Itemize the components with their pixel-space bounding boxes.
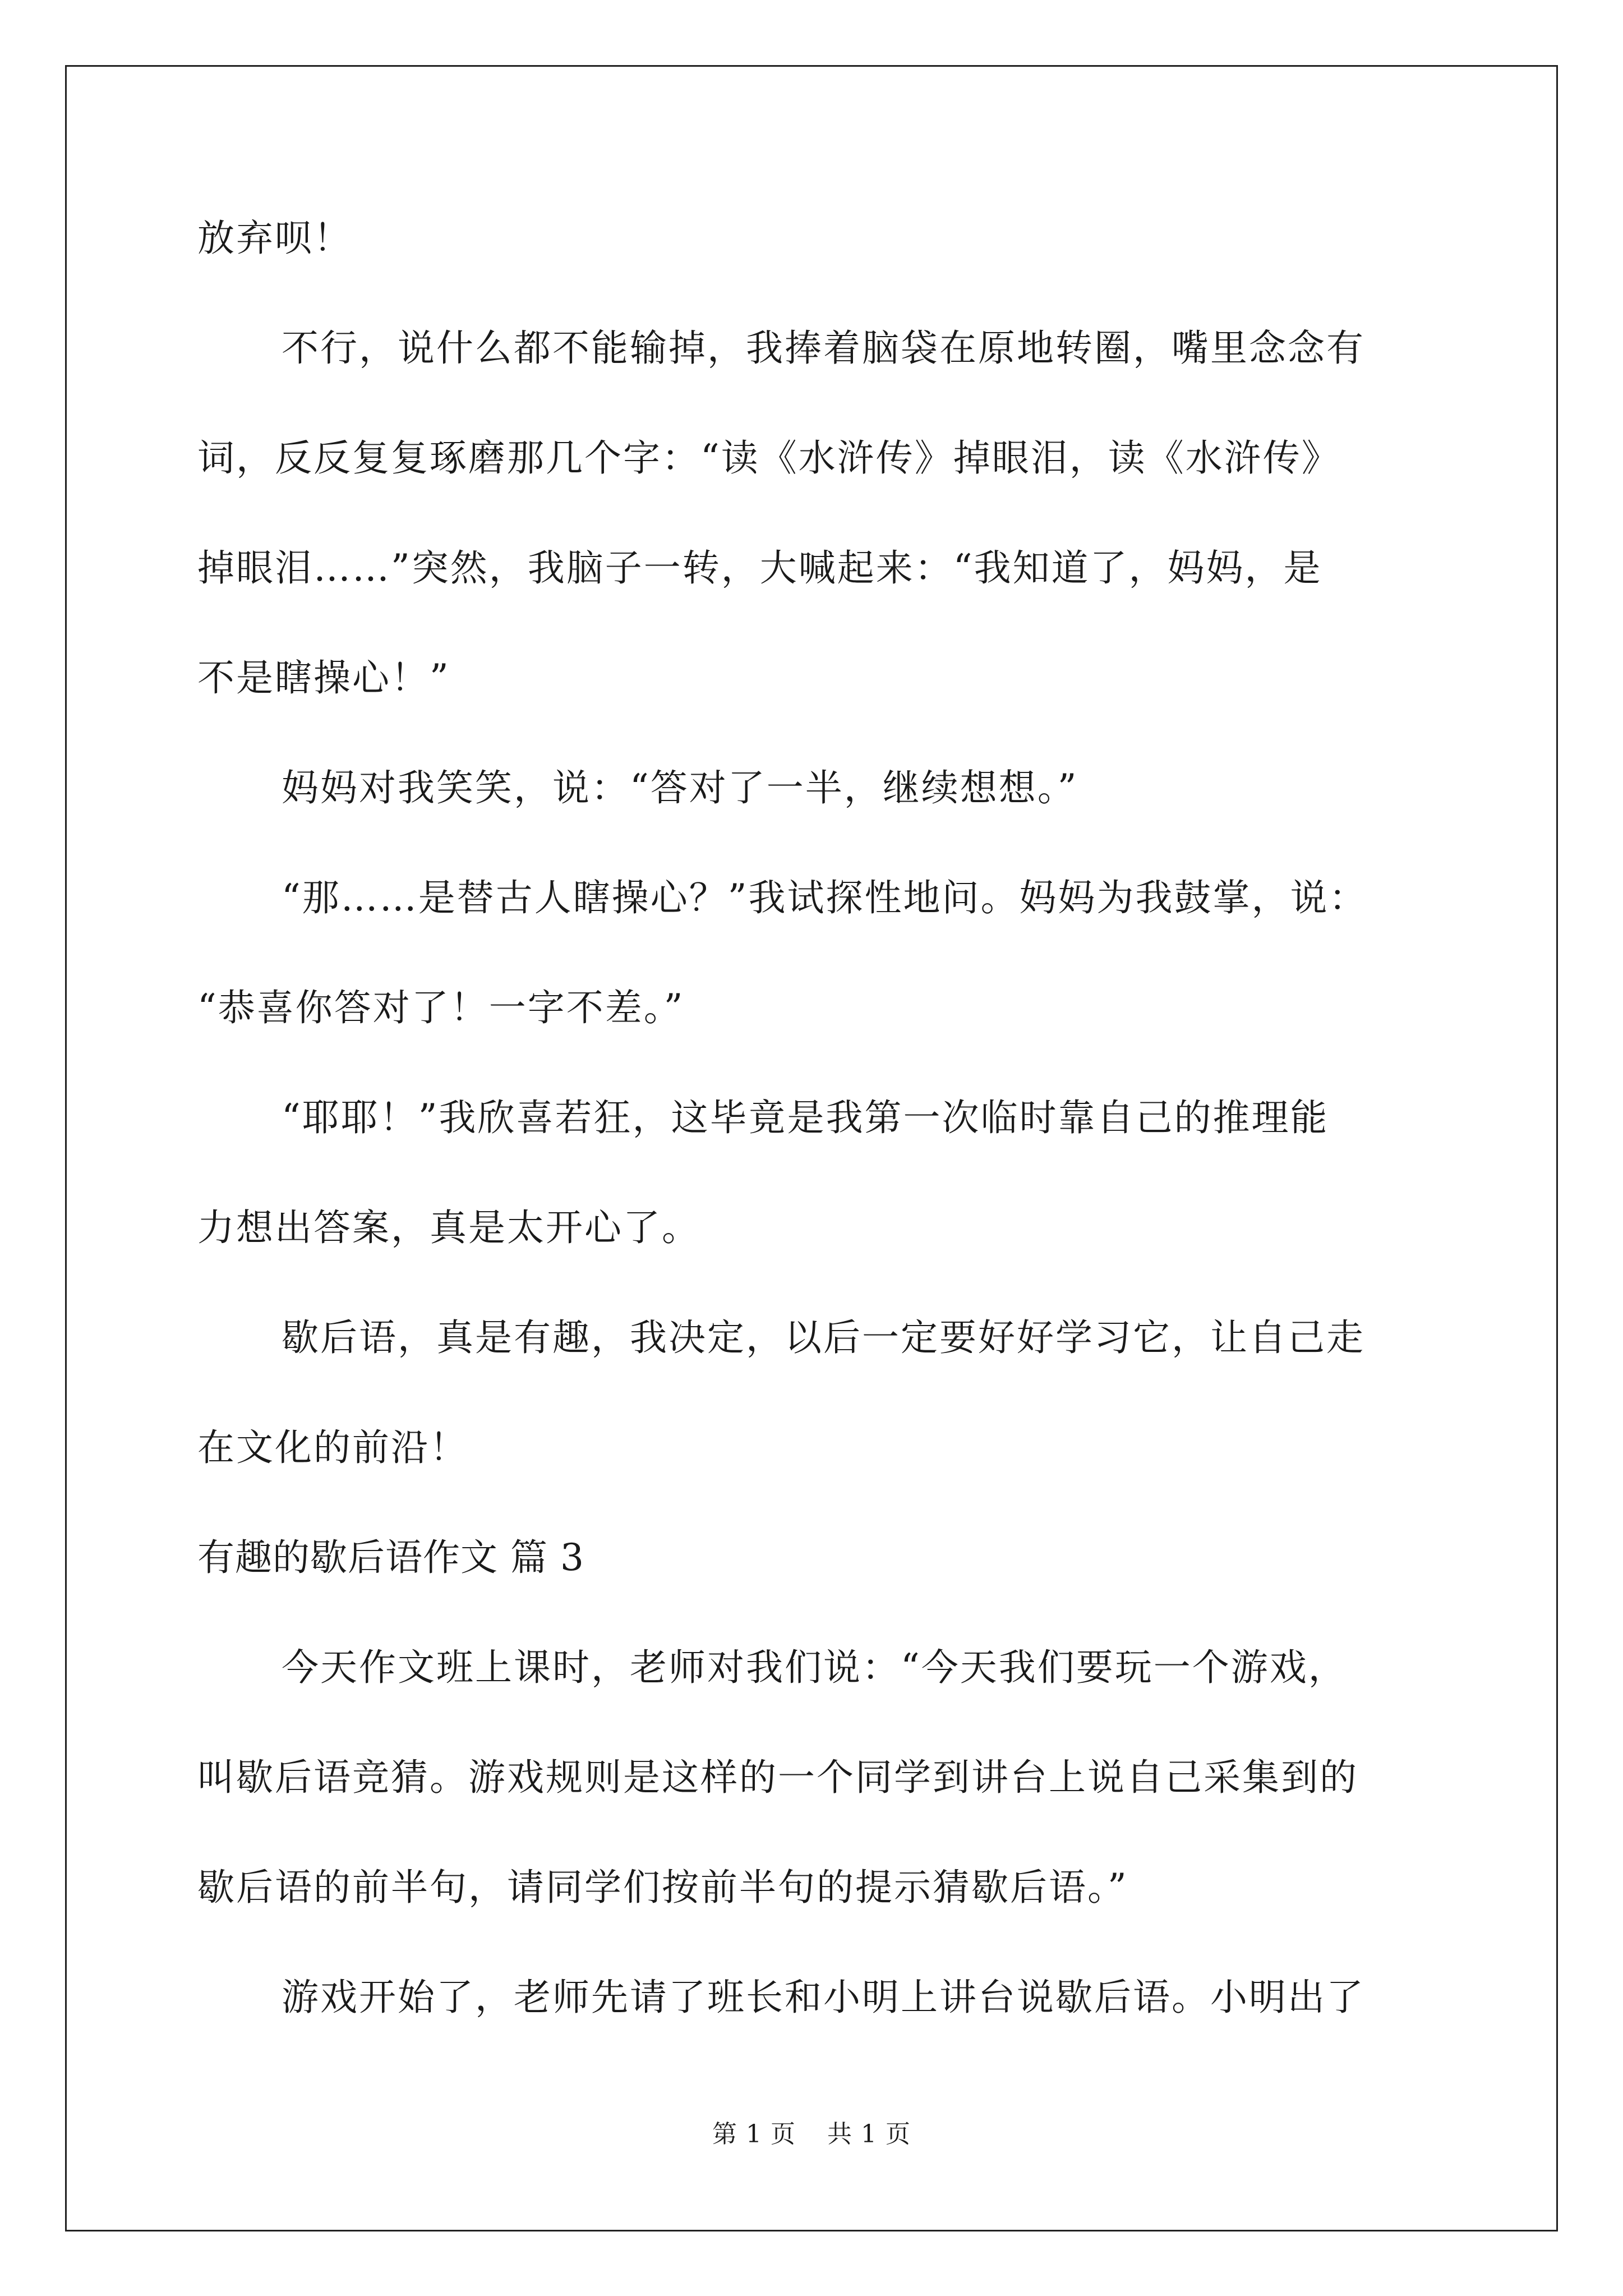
- text-line: 游戏开始了，老师先请了班长和小明上讲台说歇后语。小明出了: [282, 1976, 1365, 2019]
- text-line: 词，反反复复琢磨那几个字：“读《水浒传》掉眼泪，读《水浒传》: [197, 436, 1340, 480]
- document-body: [197, 217, 1431, 2089]
- text-line: 今天作文班上课时，老师对我们说：“今天我们要玩一个游戏，: [282, 1646, 1347, 1689]
- text-line: “耶耶！”我欣喜若狂，这毕竟是我第一次临时靠自己的推理能: [282, 1096, 1329, 1139]
- text-line: 妈妈对我笑笑，说：“答对了一半，继续想想。”: [282, 766, 1078, 809]
- text-line: “那……是替古人瞎操心？”我试探性地问。妈妈为我鼓掌，说：: [282, 876, 1368, 919]
- text-line: 歇后语的前半句，请同学们按前半句的提示猜歇后语。”: [197, 1866, 1128, 1909]
- text-line: “恭喜你答对了！一字不差。”: [197, 986, 685, 1029]
- section-heading: 有趣的歇后语作文 篇 3: [197, 1536, 584, 1579]
- text-line: 叫歇后语竞猜。游戏规则是这样的一个同学到讲台上说自己采集到的: [197, 1756, 1358, 1799]
- text-line: 力想出答案，真是太开心了。: [197, 1206, 700, 1249]
- text-line: 在文化的前沿！: [197, 1426, 468, 1469]
- page-footer: [0, 2122, 1623, 2147]
- text-line: 歇后语，真是有趣，我决定，以后一定要好好学习它，让自己走: [282, 1316, 1365, 1359]
- text-line: 掉眼泪……”突然，我脑子一转，大喊起来：“我知道了，妈妈，是: [197, 546, 1322, 590]
- page-number: 第 1 页: [712, 2120, 796, 2148]
- text-line: 不行，说什么都不能输掉，我捧着脑袋在原地转圈，嘴里念念有: [282, 326, 1365, 370]
- text-line: 不是瞎操心！”: [197, 656, 450, 700]
- page-total: 共 1 页: [827, 2120, 911, 2148]
- text-line: 放弃呗！: [197, 217, 352, 260]
